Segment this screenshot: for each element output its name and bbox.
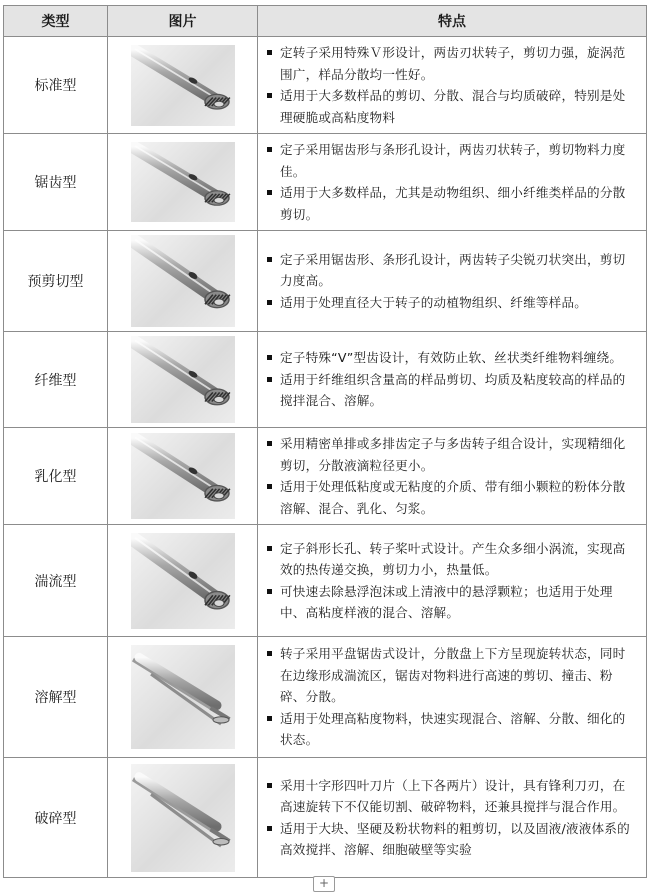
features-list — [264, 433, 638, 519]
table-row — [4, 637, 647, 758]
table-row — [4, 525, 647, 637]
image-cell — [108, 637, 258, 758]
turbulent-rotor-icon — [131, 533, 235, 629]
table-row — [4, 37, 647, 134]
image-cell — [108, 525, 258, 637]
table-header-row — [4, 6, 647, 37]
crush-rotor-icon — [131, 764, 235, 872]
type-cell: 乳化型 — [4, 428, 108, 525]
feature-item: 定转子采用特殊Ｖ形设计，两齿刃状转子，剪切力强，旋涡范围广，样品分散均一性好。 — [264, 42, 638, 85]
image-cell — [108, 134, 258, 231]
table-row — [4, 332, 647, 428]
fiber-rotor-icon — [131, 336, 235, 423]
type-cell: 溶解型 — [4, 637, 108, 758]
image-cell — [108, 37, 258, 134]
standard-rotor-icon — [131, 45, 235, 126]
features-cell — [258, 134, 647, 231]
features-list — [264, 775, 638, 861]
type-cell: 锯齿型 — [4, 134, 108, 231]
features-list — [264, 42, 638, 128]
features-cell — [258, 332, 647, 428]
image-cell — [108, 231, 258, 332]
feature-item: 适用于处理低粘度或无粘度的介质、带有细小颗粒的粉体分散溶解、混合、乳化、匀浆。 — [264, 476, 638, 519]
feature-item: 适用于大多数样品，尤其是动物组织、细小纤维类样品的分散剪切。 — [264, 182, 638, 225]
features-list — [264, 249, 638, 314]
header-type: 类型 — [4, 6, 108, 37]
feature-item: 适用于纤维组织含量高的样品剪切、均质及粘度较高的样品的搅拌混合、溶解。 — [264, 369, 638, 412]
feature-item: 适用于大多数样品的剪切、分散、混合与均质破碎，特别是处理硬脆或高粘度物料 — [264, 85, 638, 128]
sawtooth-rotor-icon — [131, 142, 235, 222]
features-cell — [258, 428, 647, 525]
type-cell: 预剪切型 — [4, 231, 108, 332]
features-cell — [258, 37, 647, 134]
feature-item: 适用于大块、坚硬及粉状物料的粗剪切，以及固液/液液体系的高效搅拌、溶解、细胞破壁等实验 — [264, 818, 638, 861]
image-cell — [108, 758, 258, 878]
feature-item: 可快速去除悬浮泡沫或上清液中的悬浮颗粒；也适用于处理中、高粘度样液的混合、溶解。 — [264, 581, 638, 624]
features-cell — [258, 525, 647, 637]
feature-item: 定子采用锯齿形与条形孔设计，两齿刃状转子，剪切物料力度佳。 — [264, 139, 638, 182]
header-features: 特点 — [258, 6, 647, 37]
features-cell — [258, 758, 647, 878]
pre-shear-rotor-icon — [131, 235, 235, 327]
feature-item: 采用精密单排或多排齿定子与多齿转子组合设计，实现精细化剪切，分散液滴粒径更小。 — [264, 433, 638, 476]
type-cell: 标准型 — [4, 37, 108, 134]
table-row — [4, 428, 647, 525]
image-cell — [108, 428, 258, 525]
type-cell: 纤维型 — [4, 332, 108, 428]
feature-item: 采用十字形四叶刀片（上下各两片）设计，具有锋利刀刃，在高速旋转下不仅能切割、破碎物料，还兼具搅拌与混合作用。 — [264, 775, 638, 818]
table-row — [4, 758, 647, 878]
feature-item: 适用于处理直径大于转子的动植物组织、纤维等样品。 — [264, 292, 638, 314]
dissolve-rotor-icon — [131, 645, 235, 749]
features-cell — [258, 231, 647, 332]
image-cell — [108, 332, 258, 428]
features-list — [264, 643, 638, 751]
emulsify-rotor-icon — [131, 433, 235, 519]
header-image: 图片 — [108, 6, 258, 37]
type-cell: 破碎型 — [4, 758, 108, 878]
feature-item: 定子斜形长孔、转子桨叶式设计。产生众多细小涡流，实现高效的热传递交换，剪切力小，热量低。 — [264, 538, 638, 581]
dispersing-head-table — [3, 5, 647, 878]
features-list — [264, 538, 638, 624]
features-list — [264, 139, 638, 225]
table-row — [4, 134, 647, 231]
table-row — [4, 231, 647, 332]
features-cell — [258, 637, 647, 758]
feature-item: 适用于处理高粘度物料，快速实现混合、溶解、分散、细化的状态。 — [264, 708, 638, 751]
expand-button[interactable]: + — [313, 876, 335, 892]
feature-item: 定子特殊“V”型齿设计，有效防止软、丝状类纤维物料缠绕。 — [264, 347, 638, 369]
feature-item: 定子采用锯齿形、条形孔设计，两齿转子尖锐刃状突出，剪切力度高。 — [264, 249, 638, 292]
feature-item: 转子采用平盘锯齿式设计，分散盘上下方呈现旋转状态，同时在边缘形成湍流区，锯齿对物料进行高速的剪切、撞击、粉碎、分散。 — [264, 643, 638, 708]
features-list — [264, 347, 638, 412]
type-cell: 湍流型 — [4, 525, 108, 637]
